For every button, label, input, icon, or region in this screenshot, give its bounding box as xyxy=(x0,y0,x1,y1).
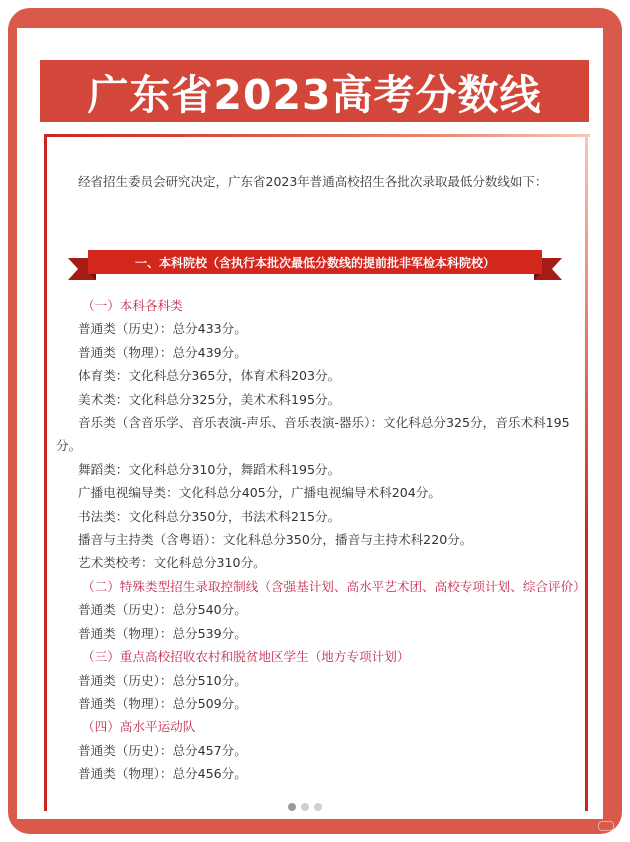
score-line: 普通类（物理）：总分509分。 xyxy=(78,695,247,711)
page-dot-active[interactable] xyxy=(288,803,296,811)
page-title: 广东省2023高考分数线 xyxy=(87,70,542,119)
score-line: 普通类（历史）：总分457分。 xyxy=(78,742,247,758)
score-line: 广播电视编导类：文化科总分405分，广播电视编导术科204分。 xyxy=(78,485,441,501)
border-line-top xyxy=(44,134,590,137)
section-ribbon xyxy=(68,250,562,284)
title-banner xyxy=(40,60,589,122)
score-line: 播音与主持类（含粤语）：文化科总分350分，播音与主持术科220分。 xyxy=(78,532,473,548)
intro-paragraph xyxy=(56,170,580,193)
border-line-left xyxy=(44,136,47,811)
score-line: 体育类：文化科总分365分，体育术科203分。 xyxy=(78,368,341,384)
score-line: 普通类（物理）：总分439分。 xyxy=(78,344,247,360)
page-dot[interactable] xyxy=(314,803,322,811)
score-line: 美术类：文化科总分325分，美术术科195分。 xyxy=(78,391,341,407)
score-line: 舞蹈类：文化科总分310分，舞蹈术科195分。 xyxy=(78,461,341,477)
score-line: 普通类（物理）：总分456分。 xyxy=(78,766,247,782)
score-line: 普通类（历史）：总分433分。 xyxy=(78,321,247,337)
score-line: 普通类（历史）：总分540分。 xyxy=(78,602,247,618)
intro-text: 经省招生委员会研究决定，广东省2023年普通高校招生各批次录取最低分数线如下： xyxy=(78,174,548,189)
page-dot[interactable] xyxy=(301,803,309,811)
border-line-right xyxy=(585,136,588,811)
score-line: 普通类（物理）：总分539分。 xyxy=(78,625,247,641)
score-line: 艺术类校考：文化科总分310分。 xyxy=(78,555,266,571)
section-heading: （二）特殊类型招生录取控制线（含强基计划、高水平艺术团、高校专项计划、综合评价） xyxy=(82,578,586,594)
section-heading: （一）本科各科类 xyxy=(82,298,183,313)
ribbon-label: 一、本科院校（含执行本批次最低分数线的提前批非军检本科院校） xyxy=(134,255,495,270)
score-content xyxy=(56,294,586,786)
page-indicator[interactable] xyxy=(288,803,322,811)
section-heading: （三）重点高校招收农村和脱贫地区学生（地方专项计划） xyxy=(82,649,410,665)
section-heading: （四）高水平运动队 xyxy=(82,719,196,735)
score-line: 普通类（历史）：总分510分。 xyxy=(78,672,247,688)
score-line: 书法类：文化科总分350分，书法术科215分。 xyxy=(78,508,341,524)
corner-badge-icon xyxy=(598,821,614,831)
score-line: 音乐类（含音乐学、音乐表演-声乐、音乐表演-器乐）：文化科总分325分，音乐术科195分。 xyxy=(56,415,570,454)
